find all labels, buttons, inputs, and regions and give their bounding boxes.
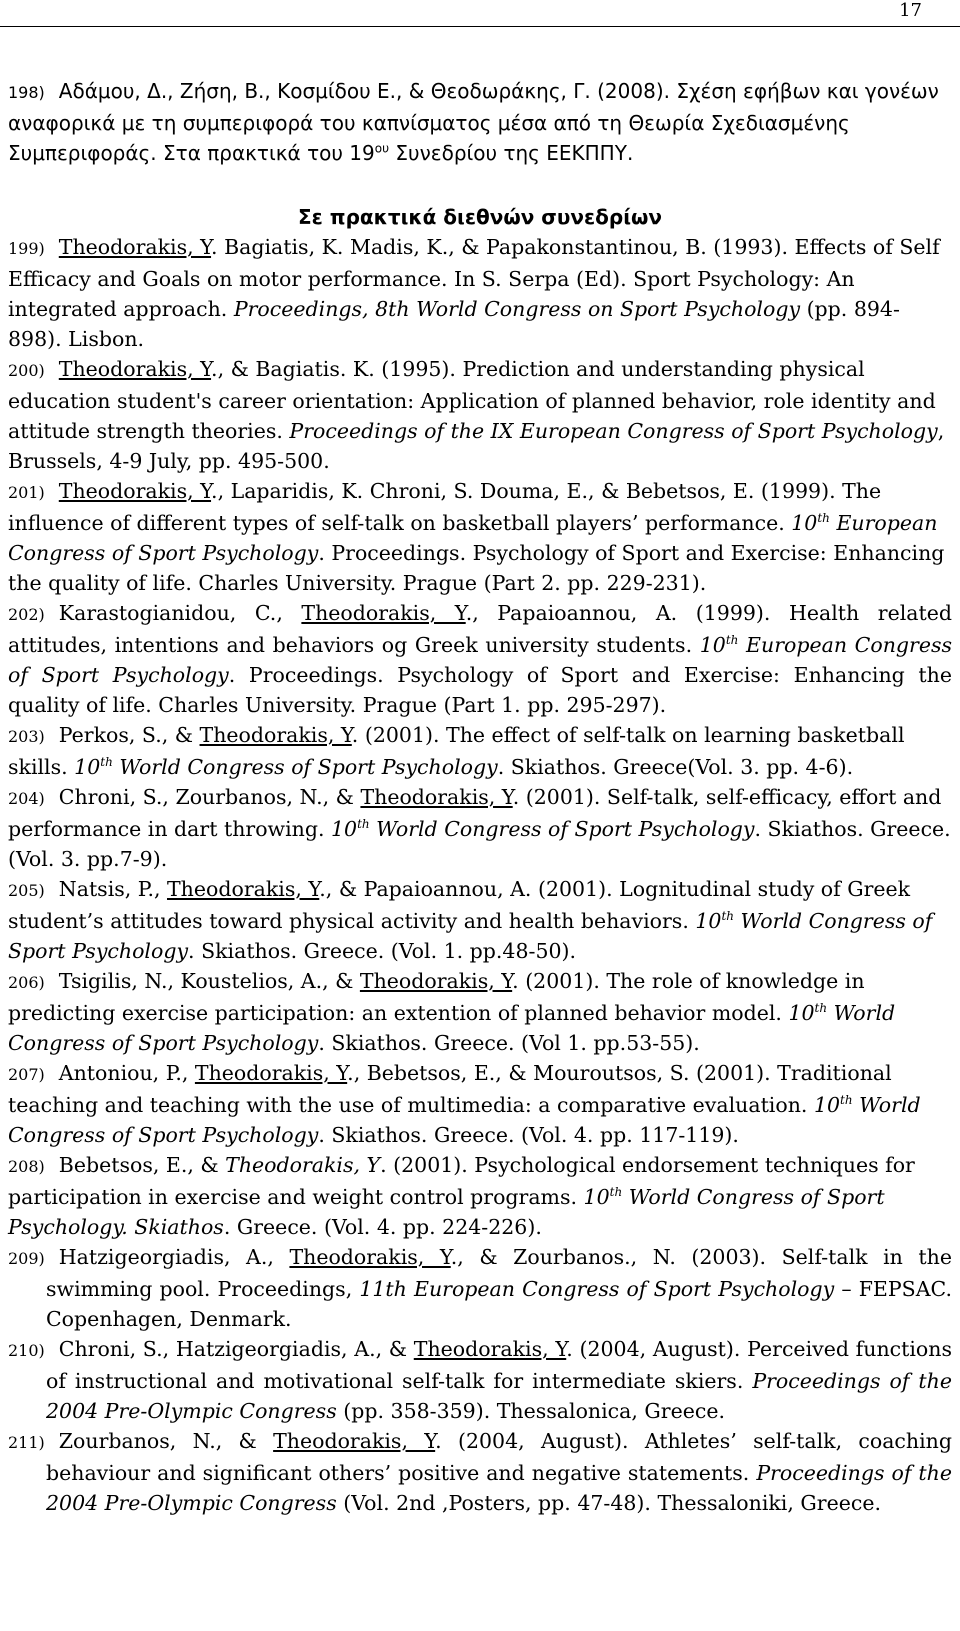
reference-203 [8,720,952,782]
reference-210 [8,1334,952,1426]
reference-number: 203) [8,727,45,746]
reference-201 [8,476,952,598]
reference-authors: Tsigilis, N., Koustelios, A., & [58,969,360,993]
reference-text-tail: (pp. 894-898). Lisbon. [8,297,900,351]
reference-211 [8,1426,952,1518]
reference-text-tail: , Brussels, 4-9 July, pp. 495-500. [8,419,945,473]
reference-text-tail: (pp. 358-359). Thessalonica, Greece. [336,1399,725,1423]
reference-authors: Chroni, S., Zourbanos, N., & [58,785,361,809]
author-highlight: Theodorakis, Y [301,601,466,625]
author-highlight: Theodorakis, Y [359,969,513,993]
reference-text-tail: . Proceedings. Psychology of Sport and Exercise: Enhancing the quality of life. Charles University. Prague (Part 2. pp. 229-231). [8,541,945,595]
reference-text-tail: . Skiathos. Greece. (Vol. 1. pp.48-50). [188,939,577,963]
section-heading: Σε πρακτικά διεθνών συνεδρίων [297,205,662,229]
reference-207 [8,1058,952,1150]
reference-text: ., & Bagiatis. K. (1995). Prediction and understanding physical education student's career orientation: Application of planned behavior, role identity and attitude strength theories. [8,357,936,443]
reference-208 [8,1150,952,1242]
proceedings-title: 10th World Congress of Sport Psychology [331,817,755,841]
proceedings-title: 10th European Congress of Sport Psychology [8,511,938,565]
author-highlight: Theodorakis, Y [194,1061,348,1085]
author-highlight: Theodorakis, Y [273,1429,436,1453]
proceedings-title: 10th World Congress of Sport Psychology [8,1093,921,1147]
superscript: ου [374,141,390,156]
reference-text: . (2001). The effect of self-talk on learning basketball skills. [8,723,905,779]
reference-text-tail: – FEPSAC. Copenhagen, Denmark. [46,1277,952,1331]
author-italic: Theodorakis, Y [225,1153,381,1177]
proceedings-title: Proceedings of the 2004 Pre-Olympic Congress [46,1369,952,1423]
reference-text: ., & Papaioannou, A. (2001). Lognitudinal study of Greek student’s attitudes toward physical activity and health behaviors. [8,877,911,933]
reference-text: . (2004, August). Perceived functions of instructional and motivational self-talk for intermediate skiers. [46,1337,952,1393]
reference-number: 202) [8,605,45,624]
reference-199 [8,232,952,354]
reference-authors: Hatzigeorgiadis, A., [58,1245,290,1269]
reference-text: ., Papaioannou, A. (1999). Health related attitudes, intentions and behaviors og Greek university students. [8,601,952,657]
author-highlight: Theodorakis, Y [58,235,212,259]
reference-text: . Bagiatis, K. Madis, K., & Papakonstantinou, B. (1993). Effects of Self Efficacy and Goals on motor performance. In S. Serpa (Ed). Sport Psychology: An integrated approach. [8,235,940,321]
reference-authors: Zourbanos, N., & [58,1429,274,1453]
reference-text-tail: Συνεδρίου της ΕΕΚΠΠΥ. [389,141,634,165]
reference-number: 204) [8,789,45,808]
reference-list [8,70,952,1518]
reference-202 [8,598,952,720]
proceedings-title: 10th World Congress of Sport Psychology [8,909,933,963]
reference-text: . (2001). Self-talk, self-efficacy, effort and performance in dart throwing. [8,785,942,841]
author-highlight: Theodorakis, Y [289,1245,451,1269]
reference-number: 206) [8,973,45,992]
author-highlight: Theodorakis, Y [360,785,513,809]
reference-text: . (2001). The role of knowledge in predicting exercise participation: an extention of planned behavior model. [8,969,865,1025]
proceedings-title: 10th World Congress of Sport Psychology [74,755,498,779]
reference-number: 207) [8,1065,45,1084]
proceedings-title: 11th European Congress of Sport Psychology [359,1277,835,1301]
reference-text: ., Bebetsos, E., & Mouroutsos, S. (2001). Traditional teaching and teaching with the use of multimedia: a comparative evaluation. [8,1061,892,1117]
reference-text: Αδάμου, Δ., Ζήση, Β., Κοσμίδου Ε., & Θεοδωράκης, Γ. (2008). Σχέση εφήβων και γονέων αναφορικά με τη συμπεριφορά του καπνίσματος μέσα από τη Θεωρία Σχεδιασμένης Συμπεριφοράς. Στα πρακτικά του 19 [8,79,939,165]
reference-authors: Antoniou, P., [58,1061,195,1085]
reference-205 [8,874,952,966]
reference-number: 205) [8,881,45,900]
reference-200 [8,354,952,476]
reference-text-tail: . Skiathos. Greece. (Vol 1. pp.53-55). [318,1031,700,1055]
proceedings-title: Proceedings, 8th World Congress on Sport Psychology [233,297,801,321]
reference-number: 211) [8,1433,45,1452]
reference-204 [8,782,952,874]
reference-text-tail: . Proceedings. Psychology of Sport and Exercise: Enhancing the quality of life. Charles University. Prague (Part 1. pp. 295-297). [8,663,953,717]
proceedings-title: Proceedings of the IX European Congress of Sport Psychology [289,419,938,443]
author-highlight: Theodorakis, Y [58,479,212,503]
reference-number: 200) [8,361,45,380]
reference-206 [8,966,952,1058]
reference-authors: Chroni, S., Hatzigeorgiadis, A., & [58,1337,414,1361]
reference-authors: Karastogianidou, C., [58,601,302,625]
page-number: 17 [899,0,922,21]
reference-authors: Natsis, P., [58,877,167,901]
reference-text-tail: . Skiathos. Greece. (Vol. 3. pp.7-9). [8,817,951,871]
author-highlight: Theodorakis, Y [58,357,212,381]
reference-authors: Perkos, S., & [58,723,200,747]
reference-number: 209) [8,1249,45,1268]
reference-198 [8,76,952,168]
header-rule [0,26,960,27]
reference-number: 199) [8,239,45,258]
reference-209 [8,1242,952,1334]
reference-text: ., Laparidis, K. Chroni, S. Douma, E., & Bebetsos, E. (1999). The influence of different types of self-talk on basketball players’ performance. [8,479,882,535]
reference-text: . (2001). Psychological endorsement techniques for participation in exercise and weight control programs. [8,1153,915,1209]
reference-number: 210) [8,1341,45,1360]
reference-number: 208) [8,1157,45,1176]
reference-number: 201) [8,483,45,502]
author-highlight: Theodorakis, Y [199,723,352,747]
reference-number: 198) [8,83,45,102]
proceedings-title: Proceedings of the 2004 Pre-Olympic Congress [46,1461,952,1515]
author-highlight: Theodorakis, Y [167,877,320,901]
reference-text-tail: . Skiathos. Greece. (Vol. 4. pp. 117-119). [318,1123,739,1147]
reference-text: . (2004, August). Athletes’ self-talk, coaching behaviour and significant others’ positive and negative statements. [46,1429,952,1485]
reference-text-tail: . Skiathos. Greece(Vol. 3. pp. 4-6). [497,755,854,779]
reference-authors: Bebetsos, E., & [58,1153,226,1177]
proceedings-title: 10th World Congress of Sport Psychology [8,1001,896,1055]
reference-text-tail: . Greece. (Vol. 4. pp. 224-226). [223,1215,542,1239]
proceedings-title: 10th European Congress of Sport Psychology [8,633,952,687]
author-highlight: Theodorakis, Y [413,1337,567,1361]
reference-text: ., & Zourbanos., N. (2003). Self-talk in the swimming pool. Proceedings, [46,1245,953,1301]
reference-text-tail: (Vol. 2nd ,Posters, pp. 47-48). Thessaloniki, Greece. [336,1491,881,1515]
proceedings-title: 10th World Congress of Sport Psychology. Skiathos [8,1185,885,1239]
